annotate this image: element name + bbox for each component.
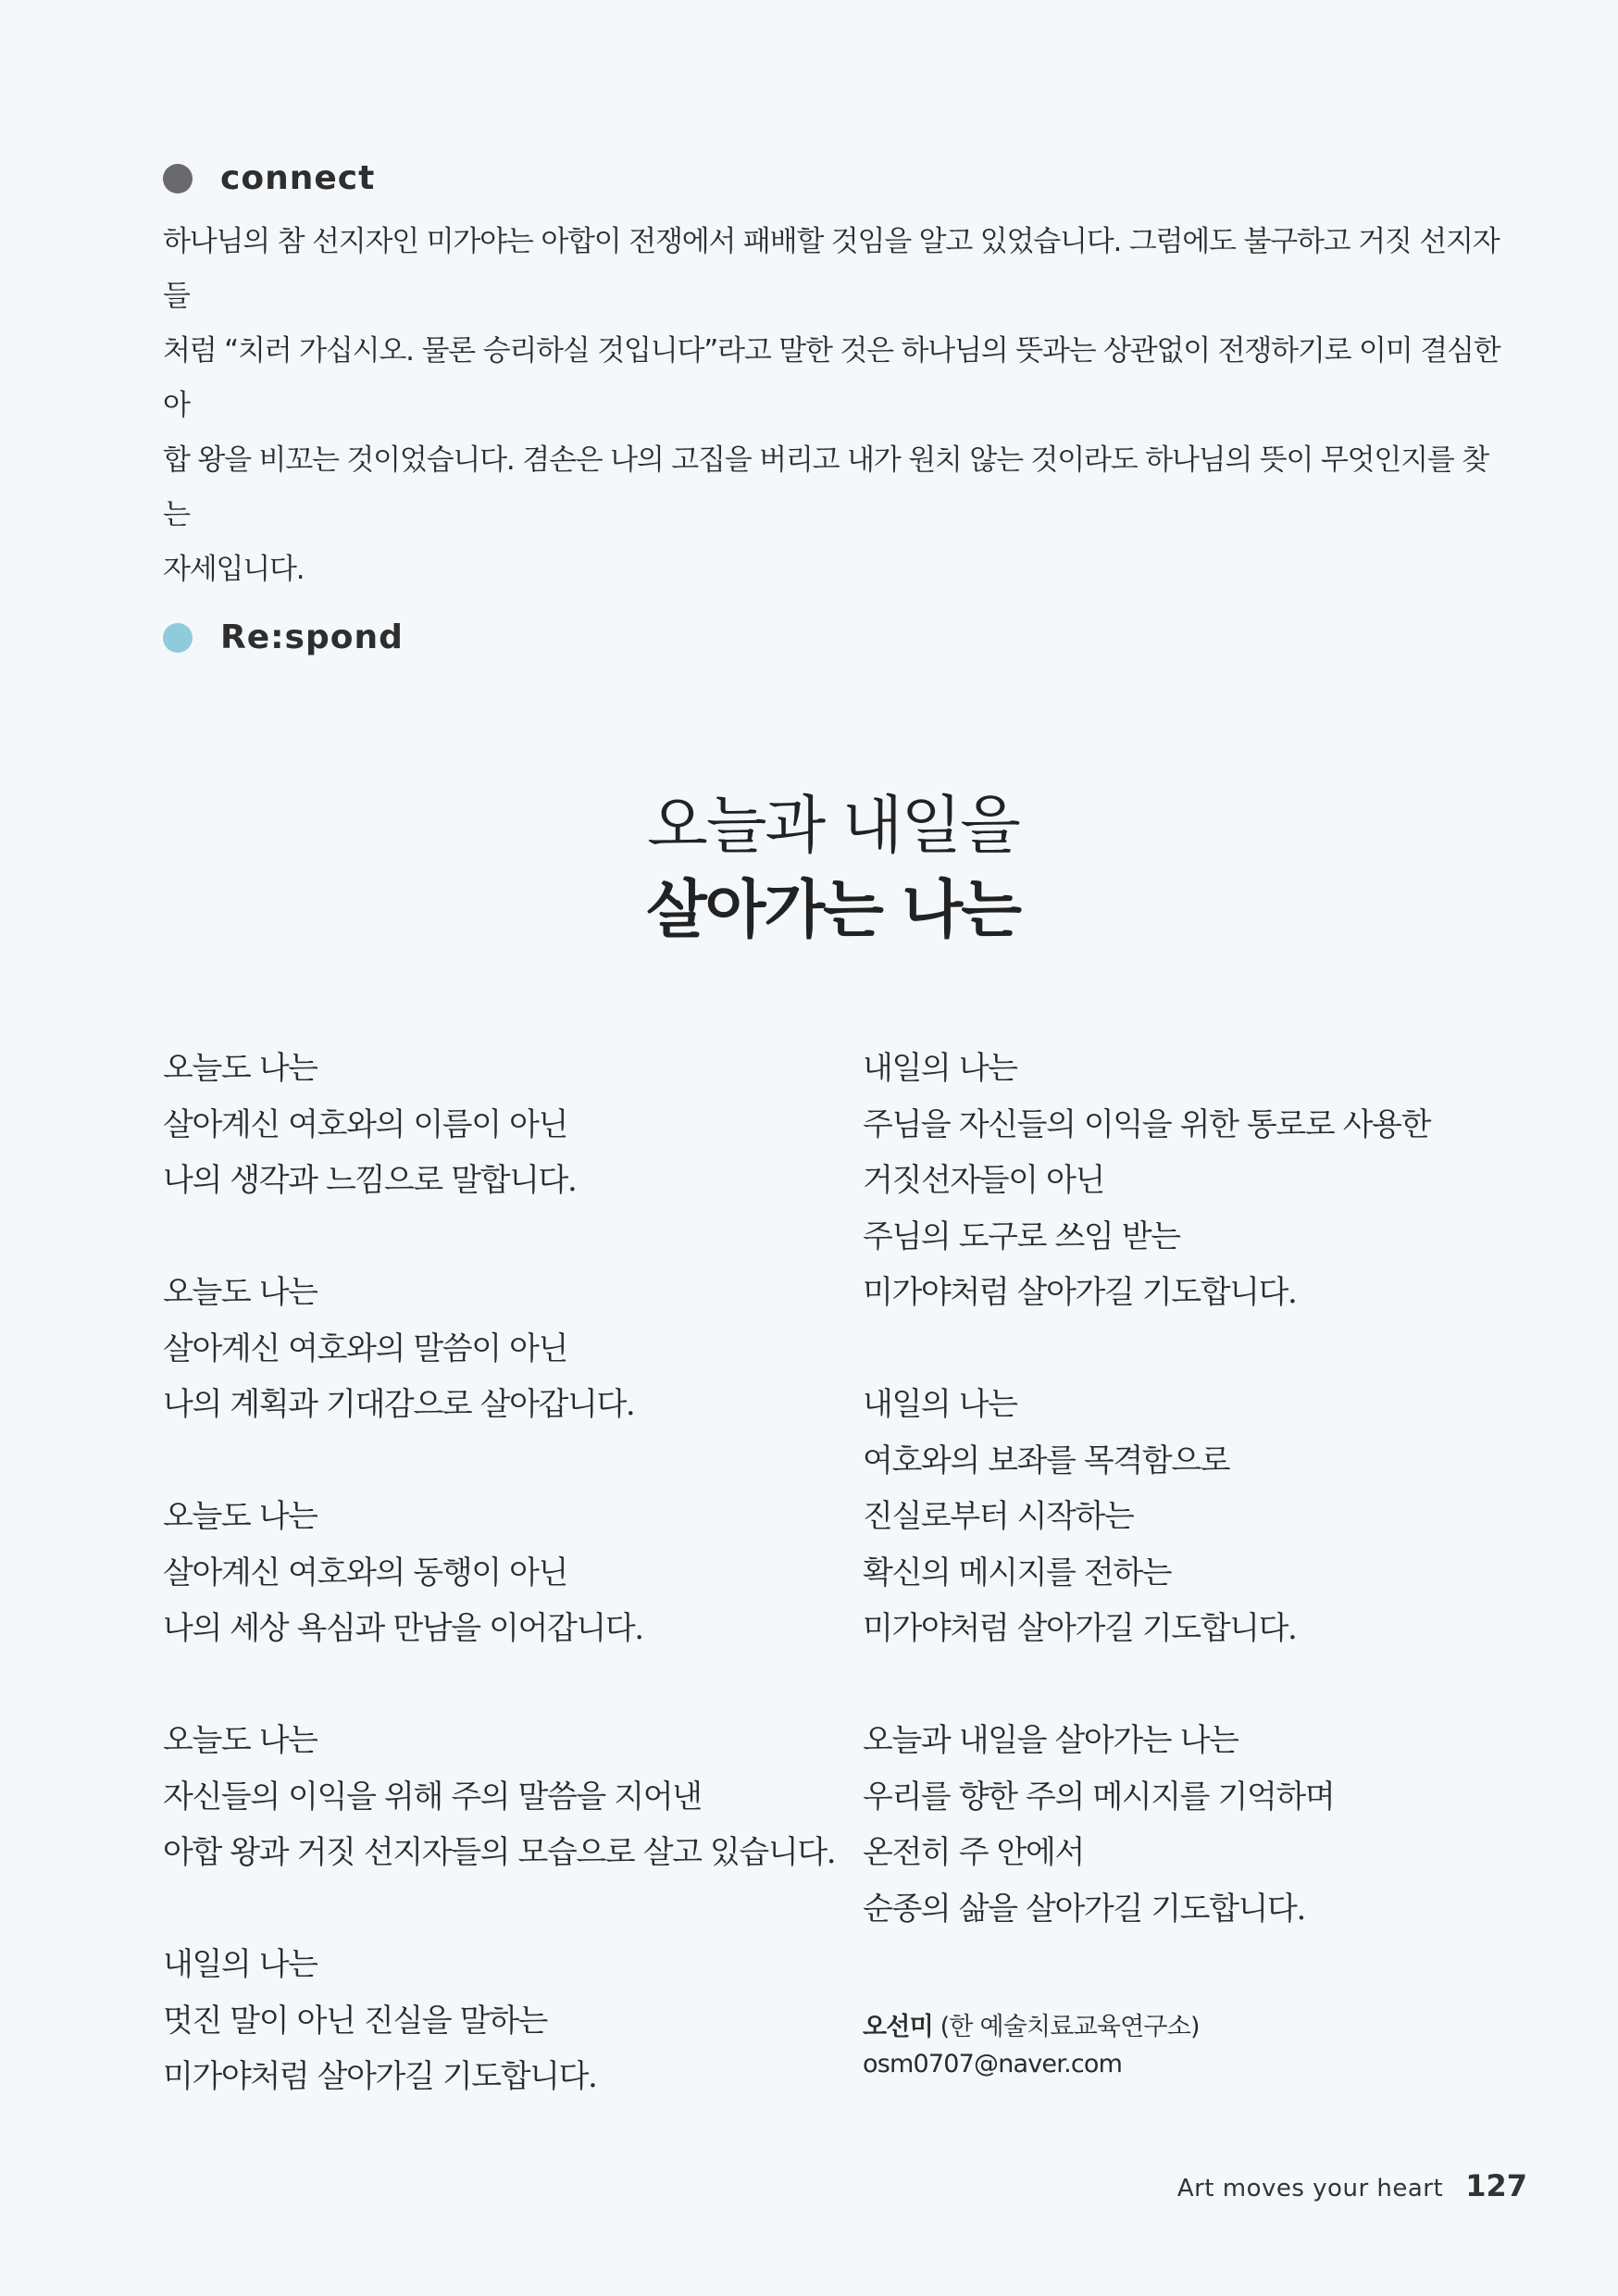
poem-line: 미가야처럼 살아가길 기도합니다.: [863, 1274, 1297, 1311]
poem-line: 나의 계획과 기대감으로 살아갑니다.: [163, 1386, 635, 1423]
poem-line: 온전히 주 안에서: [863, 1834, 1084, 1871]
poem-line: 주님의 도구로 쓰임 받는: [863, 1217, 1180, 1255]
poem-line: 우리를 향한 주의 메시지를 기억하며: [863, 1778, 1335, 1816]
connect-section-header: [163, 159, 375, 197]
poem-line: 진실로부터 시작하는: [863, 1498, 1134, 1535]
poem-stanza: [163, 1265, 848, 1433]
poem-title-line: 살아가는 나는: [646, 873, 1020, 947]
author-affiliation: (한 예술치료교육연구소): [932, 2013, 1200, 2041]
poem-right-column: [863, 1041, 1529, 1937]
poem-line: 자신들의 이익을 위해 주의 말씀을 지어낸: [163, 1778, 702, 1816]
poem-stanza: [863, 1713, 1529, 1937]
respond-label: Re:spond: [220, 618, 404, 656]
poem-stanza: [863, 1041, 1529, 1321]
poem-line: 여호와의 보좌를 목격함으로: [863, 1441, 1230, 1479]
poem-line: 오늘도 나는: [163, 1050, 317, 1087]
connect-line: 처럼 “치러 가십시오. 물론 승리하실 것입니다”라고 말한 것은 하나님의 뜻과는 상관없이 전쟁하기로 이미 결심한 아: [163, 334, 1500, 422]
poem-line: 내일의 나는: [863, 1050, 1017, 1087]
connect-label: connect: [220, 159, 376, 197]
poem-title-line: 오늘과 내일을: [647, 790, 1019, 863]
poem-line: 멋진 말이 아닌 진실을 말하는: [163, 2002, 547, 2040]
poem-title: [0, 785, 1618, 952]
page-footer: [1177, 2168, 1527, 2203]
poem-line: 주님을 자신들의 이익을 위한 통로로 사용한: [863, 1105, 1431, 1143]
poem-line: 오늘과 내일을 살아가는 나는: [863, 1722, 1238, 1759]
poem-line: 오늘도 나는: [163, 1274, 317, 1311]
connect-line: 합 왕을 비꼬는 것이었습니다. 겸손은 나의 고집을 버리고 내가 원치 않는 것이라도 하나님의 뜻이 무엇인지를 찾는: [163, 443, 1489, 531]
poem-stanza: [163, 1041, 848, 1209]
poem-stanza: [863, 1377, 1529, 1657]
author-name: 오선미: [863, 2013, 933, 2041]
poem-line: 나의 생각과 느낌으로 말합니다.: [163, 1162, 577, 1199]
author-credit: [863, 2009, 1200, 2083]
poem-line: 오늘도 나는: [163, 1498, 317, 1535]
poem-line: 살아계신 여호와의 이름이 아닌: [163, 1105, 567, 1143]
poem-left-column: [163, 1041, 848, 2105]
poem-line: 미가야처럼 살아가길 기도합니다.: [863, 1610, 1297, 1647]
page-number: 127: [1465, 2168, 1527, 2203]
author-email: osm0707@naver.com: [863, 2050, 1123, 2078]
respond-bullet-icon: [163, 623, 193, 653]
poem-stanza: [163, 1937, 848, 2105]
poem-stanza: [163, 1489, 848, 1657]
connect-line: 자세입니다.: [163, 553, 305, 586]
poem-line: 살아계신 여호와의 동행이 아닌: [163, 1554, 567, 1591]
author-line: [863, 2009, 1200, 2046]
respond-section-header: [163, 618, 404, 656]
connect-paragraph: [163, 215, 1514, 597]
poem-line: 내일의 나는: [863, 1386, 1017, 1423]
poem-line: 거짓선자들이 아닌: [863, 1162, 1104, 1199]
poem-line: 미가야처럼 살아가길 기도합니다.: [163, 2058, 597, 2095]
poem-line: 오늘도 나는: [163, 1722, 317, 1759]
connect-bullet-icon: [163, 164, 193, 193]
poem-line: 살아계신 여호와의 말씀이 아닌: [163, 1329, 567, 1367]
poem-line: 나의 세상 욕심과 만남을 이어갑니다.: [163, 1610, 643, 1647]
poem-line: 내일의 나는: [163, 1946, 317, 1983]
footer-tagline: Art moves your heart: [1176, 2175, 1444, 2202]
connect-line: 하나님의 참 선지자인 미가야는 아합이 전쟁에서 패배할 것임을 알고 있었습니다. 그럼에도 불구하고 거짓 선지자들: [163, 225, 1500, 313]
poem-line: 순종의 삶을 살아가길 기도합니다.: [863, 1890, 1305, 1928]
poem-line: 확신의 메시지를 전하는: [863, 1554, 1172, 1591]
poem-line: 아합 왕과 거짓 선지자들의 모습으로 살고 있습니다.: [163, 1834, 836, 1871]
poem-stanza: [163, 1713, 848, 1881]
